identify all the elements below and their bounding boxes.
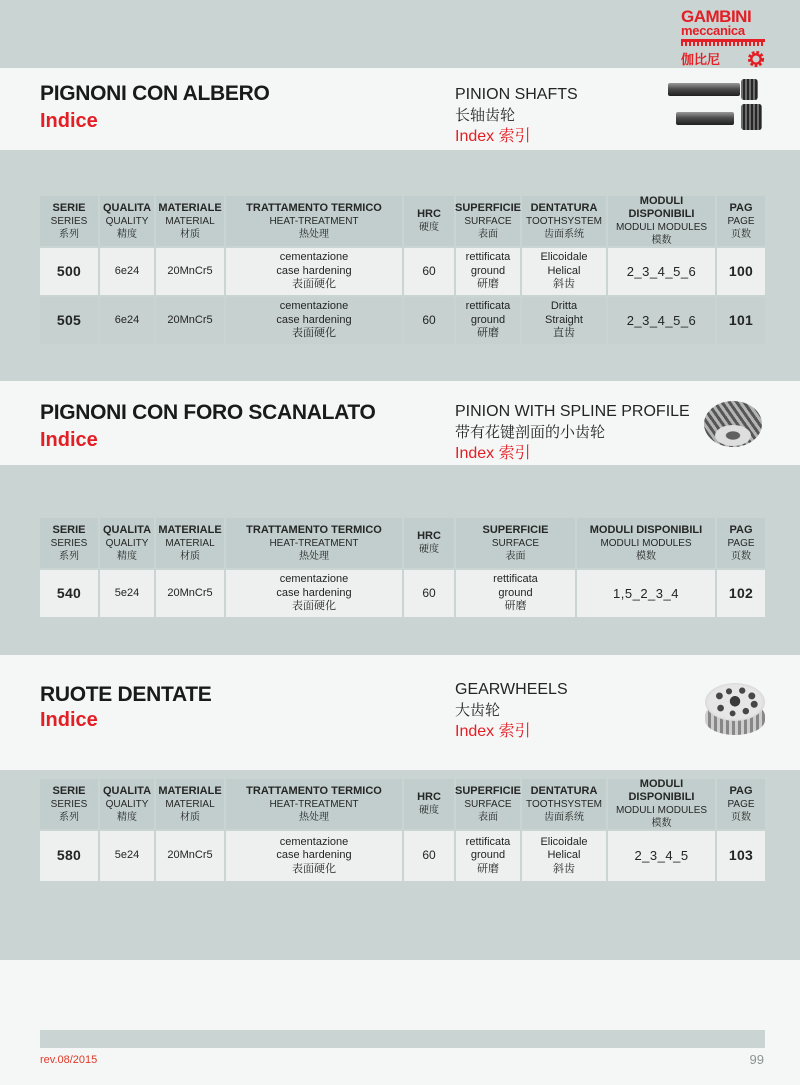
header-hrc: HRC 硬度 xyxy=(404,196,454,246)
cell-superficie: rettificata ground 研磨 xyxy=(456,297,520,344)
header-materiale: MATERIALE MATERIAL 材质 xyxy=(156,779,224,829)
cell-hrc: 60 xyxy=(404,297,454,344)
cell-trattamento: cementazione case hardening 表面硬化 xyxy=(226,570,402,617)
header-qualita: QUALITA QUALITY 精度 xyxy=(100,196,154,246)
table-row-505 xyxy=(40,297,765,344)
cell-materiale: 20MnCr5 xyxy=(156,570,224,617)
cell-qualita: 5e24 xyxy=(100,570,154,617)
cell-moduli: 1,5_2_3_4 xyxy=(577,570,715,617)
header-moduli: MODULI DISPONIBILI MODULI MODULES 模数 xyxy=(577,518,715,568)
cell-trattamento: cementazione case hardening 表面硬化 xyxy=(226,831,402,881)
spline-pinion-image xyxy=(704,401,762,453)
section-title-translations xyxy=(455,679,568,743)
cell-materiale: 20MnCr5 xyxy=(156,297,224,344)
header-pag: PAG PAGE 页数 xyxy=(717,196,765,246)
section-title-cn: 大齿轮 xyxy=(455,702,501,719)
band-spline-pinion xyxy=(0,465,800,655)
header-dentatura: DENTATURA TOOTHSYSTEM 齿面系统 xyxy=(522,779,606,829)
header-hrc: HRC 硬度 xyxy=(404,779,454,829)
section-title-en: GEARWHEELS xyxy=(455,681,568,698)
pinion-shaft-images xyxy=(668,76,766,130)
section-index-label: Index 索引 xyxy=(455,128,531,145)
header-trattamento: TRATTAMENTO TERMICO HEAT-TREATMENT 热处理 xyxy=(226,779,402,829)
header-materiale: MATERIALE MATERIAL 材质 xyxy=(156,196,224,246)
header-superficie: SUPERFICIE SURFACE 表面 xyxy=(456,196,520,246)
pinion-face xyxy=(715,425,751,446)
spline-pinion-table xyxy=(40,518,765,617)
section-title-en: PINION SHAFTS xyxy=(455,86,578,103)
table-header-row xyxy=(40,518,765,568)
table-row-500 xyxy=(40,248,765,295)
section-indice-label: Indice xyxy=(40,429,98,451)
band-pinion-shafts xyxy=(0,150,800,381)
section-title-it: PIGNONI CON ALBERO xyxy=(40,82,270,105)
section-title-cn: 长轴齿轮 xyxy=(455,107,516,124)
header-materiale: MATERIALE MATERIAL 材质 xyxy=(156,518,224,568)
header-serie: SERIE SERIES 系列 xyxy=(40,196,98,246)
cell-qualita: 5e24 xyxy=(100,831,154,881)
shaft-gear-end xyxy=(741,79,758,100)
footer-band xyxy=(40,1030,765,1048)
gambini-logo xyxy=(681,9,765,68)
cell-pag: 103 xyxy=(717,831,765,881)
section-title-translations xyxy=(455,401,690,465)
cell-superficie: rettificata ground 研磨 xyxy=(456,570,575,617)
header-dentatura: DENTATURA TOOTHSYSTEM 齿面系统 xyxy=(522,196,606,246)
page-number: 99 xyxy=(749,1052,764,1067)
section-title-cn: 带有花键剖面的小齿轮 xyxy=(455,424,606,441)
header-superficie: SUPERFICIE SURFACE 表面 xyxy=(456,518,575,568)
cell-serie: 580 xyxy=(40,831,98,881)
section-title-en: PINION WITH SPLINE PROFILE xyxy=(455,403,690,420)
header-trattamento: TRATTAMENTO TERMICO HEAT-TREATMENT 热处理 xyxy=(226,196,402,246)
shaft-body xyxy=(668,83,740,96)
gearwheel-image xyxy=(703,681,767,739)
cell-trattamento: cementazione case hardening 表面硬化 xyxy=(226,297,402,344)
cell-superficie: rettificata ground 研磨 xyxy=(456,831,520,881)
pinion-shafts-table xyxy=(40,196,765,344)
shaft-gear-end xyxy=(741,104,762,130)
band-gearwheels xyxy=(0,770,800,960)
section-indice-label: Indice xyxy=(40,709,98,731)
header-superficie: SUPERFICIE SURFACE 表面 xyxy=(456,779,520,829)
header-pag: PAG PAGE 页数 xyxy=(717,518,765,568)
table-row-540 xyxy=(40,570,765,617)
shaft-body xyxy=(676,112,734,125)
header-hrc: HRC 硬度 xyxy=(404,518,454,568)
section-spline-pinion-header xyxy=(0,381,800,465)
table-row-580 xyxy=(40,831,765,881)
cell-materiale: 20MnCr5 xyxy=(156,248,224,295)
header-pag: PAG PAGE 页数 xyxy=(717,779,765,829)
header-moduli: MODULI DISPONIBILI MODULI MODULES 模数 xyxy=(608,196,715,246)
header-trattamento: TRATTAMENTO TERMICO HEAT-TREATMENT 热处理 xyxy=(226,518,402,568)
section-index-label: Index 索引 xyxy=(455,445,531,462)
section-title-it: RUOTE DENTATE xyxy=(40,683,212,706)
table-header-row xyxy=(40,196,765,246)
cell-dentatura: Elicoidale Helical 斜齿 xyxy=(522,248,606,295)
cell-hrc: 60 xyxy=(404,831,454,881)
section-title-it: PIGNONI CON FORO SCANALATO xyxy=(40,401,376,424)
cell-serie: 505 xyxy=(40,297,98,344)
cell-materiale: 20MnCr5 xyxy=(156,831,224,881)
revision-label: rev.08/2015 xyxy=(40,1054,98,1066)
cell-pag: 102 xyxy=(717,570,765,617)
cell-qualita: 6e24 xyxy=(100,248,154,295)
section-index-label: Index 索引 xyxy=(455,723,531,740)
header-serie: SERIE SERIES 系列 xyxy=(40,779,98,829)
logo-subtitle: meccanica xyxy=(681,23,745,38)
cell-serie: 500 xyxy=(40,248,98,295)
section-indice-label: Indice xyxy=(40,110,98,132)
cell-dentatura: Elicoidale Helical 斜齿 xyxy=(522,831,606,881)
cell-hrc: 60 xyxy=(404,570,454,617)
cell-trattamento: cementazione case hardening 表面硬化 xyxy=(226,248,402,295)
cell-serie: 540 xyxy=(40,570,98,617)
table-header-row xyxy=(40,779,765,829)
section-pinion-shafts-header xyxy=(0,68,800,150)
logo-wordmark: GAMBINI xyxy=(681,7,752,26)
cell-moduli: 2_3_4_5_6 xyxy=(608,248,715,295)
logo-chinese-name: 伽比尼 xyxy=(681,52,721,67)
pinion-shaft-image-2 xyxy=(668,103,766,130)
cell-pag: 101 xyxy=(717,297,765,344)
header-qualita: QUALITA QUALITY 精度 xyxy=(100,779,154,829)
section-gearwheels-header xyxy=(0,655,800,770)
cell-superficie: rettificata ground 研磨 xyxy=(456,248,520,295)
pinion-shaft-image-1 xyxy=(668,76,766,103)
gearwheel-top-face xyxy=(705,683,765,721)
logo-teeth-band xyxy=(681,39,765,46)
cell-dentatura: Dritta Straight 直齿 xyxy=(522,297,606,344)
top-band xyxy=(0,0,800,68)
logo-chinese-row xyxy=(681,49,765,68)
section-title-translations xyxy=(455,84,578,148)
cell-qualita: 6e24 xyxy=(100,297,154,344)
header-serie: SERIE SERIES 系列 xyxy=(40,518,98,568)
gear-icon xyxy=(747,50,765,68)
cell-moduli: 2_3_4_5_6 xyxy=(608,297,715,344)
cell-pag: 100 xyxy=(717,248,765,295)
header-qualita: QUALITA QUALITY 精度 xyxy=(100,518,154,568)
cell-moduli: 2_3_4_5 xyxy=(608,831,715,881)
gearwheels-table xyxy=(40,779,765,881)
header-moduli: MODULI DISPONIBILI MODULI MODULES 模数 xyxy=(608,779,715,829)
cell-hrc: 60 xyxy=(404,248,454,295)
